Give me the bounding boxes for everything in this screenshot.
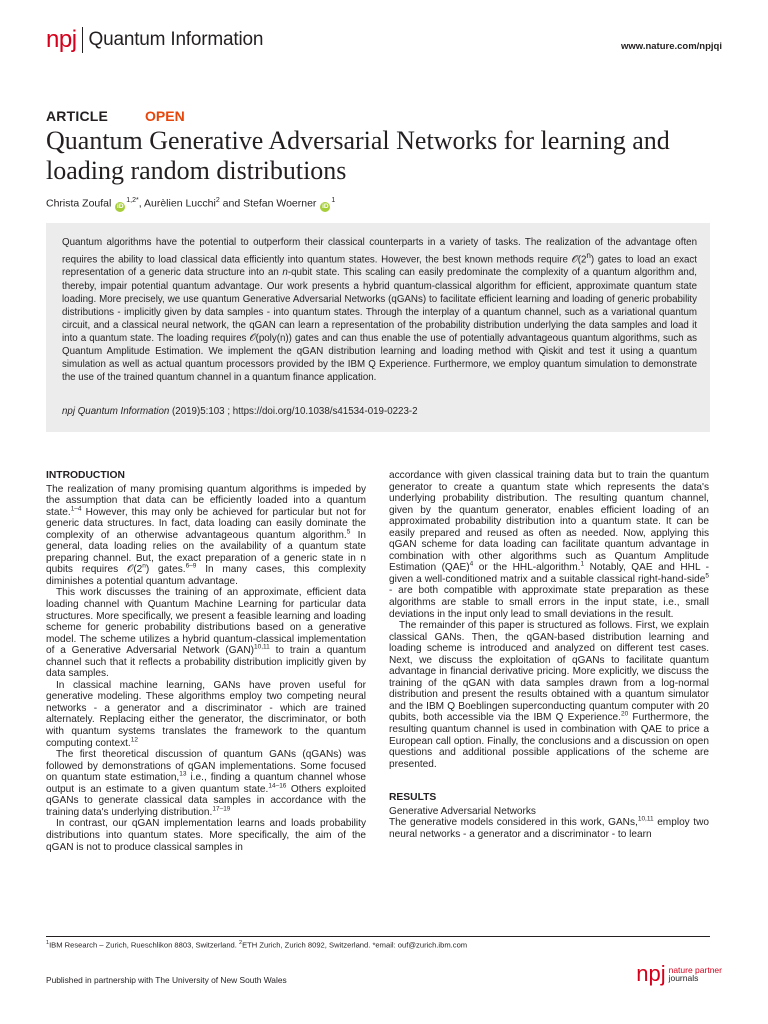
paragraph: accordance with given classical training data but to train the quantum generator to create a quantum state which represents the data's underlying probability distribution. The resulting quantum channel, given by the quantum generator, enables efficient loading of an approximated probability distribution into a quantum state. It can be easily prepared and reused as often as needed. Now, applying this qGAN scheme for data loading can facilitate quantum advantage in combination with other algorithms such as Quantum Amplitude Estimation (QAE)$^4$ or the HHL-algorithm.$^1$ Notably, QAE and HHL - given a well-conditioned matrix and a suitable classical right-hand-side$^5$ - are both compatible with approximate state preparation as these algorithms are stable to small errors in the input state, i.e., small deviations in the input only lead to small deviations in the result. bbox=[389, 470, 710, 620]
author-name[interactable]: and Stefan Woerner bbox=[219, 197, 317, 210]
npj-logo-mark: npj bbox=[46, 26, 77, 53]
affiliation-footnote: $^1$IBM Research – Zurich, Rueschlikon 8803, Switzerland. $^2$ETH Zurich, Zurich 8092, Switzerland. *email: ouf@zurich.ibm.com bbox=[46, 940, 468, 950]
reference-link[interactable]: 4 bbox=[469, 561, 474, 569]
reference-link[interactable]: 6–9 bbox=[185, 563, 197, 571]
citation-doi[interactable]: (2019)5:103 ; https://doi.org/10.1038/s41534-019-0223-2 bbox=[169, 406, 418, 417]
reference-link[interactable]: 10,11 bbox=[637, 815, 654, 823]
article-type-label: ARTICLE bbox=[46, 108, 109, 124]
paragraph: The first theoretical discussion of quantum GANs (qGANs) was followed by demonstrations of qGAN implementations. Some focused on quantum state estimation,$^{13}$ i.e., finding a quantum channel whose output is an estimate to a given quantum state.$^{14-16}$ Others exploited qGANs to generate classical data samples in accordance with the training data's underlying distribution.$^{17-19}$ bbox=[46, 749, 366, 818]
paragraph: The realization of many promising quantum algorithms is impeded by the assumption that data can be efficiently loaded into a quantum state.$^{1-4}$ However, this may only be achieved for particular but not for generic data structures. In fact, data loading can easily dominate the complexity of an otherwise advantageous quantum algorithm.$^5$ In general, data loading relies on the availability of a quantum state preparing channel. But, the exact preparation of a generic state in n qubits requires 𝒪(2$^n$) gates.$^{6-9}$ In many cases, this complexity diminishes a potential quantum advantage. bbox=[46, 483, 366, 587]
section-heading-results: RESULTS bbox=[389, 792, 437, 804]
paragraph: In contrast, our qGAN implementation learns and loads probability distributions into quantum states. More specifically, the aim of the qGAN is not to produce classical samples in bbox=[46, 818, 366, 853]
reference-link[interactable]: 14–16 bbox=[268, 782, 287, 790]
paragraph: The generative models considered in this work, GANs,$^{10,11}$ employ two neural networks - a generator and a discriminator - to learn bbox=[389, 815, 710, 840]
logo-wordmark: nature partner journals bbox=[668, 964, 722, 983]
paragraph: The remainder of this paper is structured as follows. First, we explain classical GANs. Then, the qGAN-based distribution learning and loading scheme is introduced and analyzed on different test cases. Next, we discuss the exploitation of qGANs to facilitate quantum advantage in financial derivative pricing. More explicitly, we discuss the training of the qGAN with data samples drawn from a log-normal distribution and present the results obtained with a quantum simulator and the IBM Q Boeblingen superconducting quantum computer with 20 qubits, both accessible via the IBM Q Experience.$^{20}$ Furthermore, the resulting quantum channel is used in combination with QAE to price a European call option. Finally, the conclusions and a discussion on open questions and additional possible applications of the scheme are presented. bbox=[389, 620, 709, 770]
reference-link[interactable]: 17–19 bbox=[212, 805, 231, 813]
author-name[interactable]: , Aurèlien Lucchi bbox=[138, 197, 216, 210]
body-column-right bbox=[389, 470, 709, 840]
npj-logo-mark: npj bbox=[636, 961, 666, 986]
paragraph: In classical machine learning, GANs have proven useful for generative modeling. These algorithms employ two competing neural networks - a generator and a discriminator - which are trained alternately. Replacing either the generator, the discriminator, or both with quantum systems translates the framework to the quantum computing context.$^{12}$ bbox=[46, 679, 366, 749]
orcid-icon[interactable]: iD bbox=[117, 202, 124, 210]
reference-link[interactable]: 12 bbox=[130, 736, 138, 744]
nature-partner-journals-logo[interactable] bbox=[636, 963, 722, 985]
reference-link[interactable]: 5 bbox=[346, 528, 351, 536]
author-list bbox=[46, 197, 335, 212]
header-divider bbox=[82, 27, 83, 53]
reference-link[interactable]: 1 bbox=[580, 561, 585, 569]
reference-link[interactable]: 10,11 bbox=[254, 643, 270, 651]
journal-url-link[interactable]: www.nature.com/npjqi bbox=[621, 41, 722, 52]
section-heading-introduction: INTRODUCTION bbox=[46, 470, 125, 481]
orcid-icon[interactable]: iD bbox=[322, 202, 329, 210]
reference-link[interactable]: 13 bbox=[179, 770, 187, 778]
open-access-label: OPEN bbox=[145, 108, 185, 124]
affiliation-marker: 1 bbox=[331, 197, 336, 204]
partnership-statement: Published in partnership with The University of New South Wales bbox=[46, 975, 287, 985]
reference-link[interactable]: 20 bbox=[620, 711, 629, 719]
journal-name: Quantum Information bbox=[88, 29, 264, 50]
reference-link[interactable]: 1–4 bbox=[70, 505, 82, 513]
journal-header-logo[interactable] bbox=[46, 27, 263, 53]
citation-line[interactable] bbox=[62, 406, 418, 417]
abstract-text: Quantum algorithms have the potential to outperform their classical counterparts in a variety of tasks. The realization of the advantage often requires the ability to load classical data efficiently into quantum states. However, the best known methods require 𝒪(2$^n$) gates to load an exact representation of a generic data structure into an n-qubit state. This scaling can easily predominate the complexity of a quantum algorithm and, thereby, impair potential quantum advantage. Our work presents a hybrid quantum-classical algorithm for efficient, approximate quantum state loading. More precisely, we use quantum Generative Adversarial Networks (qGANs) to facilitate efficient learning and loading of generic probability distributions - implicitly given by data samples - into quantum states. Through the interplay of a quantum channel, such as a variational quantum circuit, and a classical neural network, the qGAN can learn a representation of the probability distribution underlying the data samples and load it into a quantum state. The loading requires 𝒪(poly(n)) gates and can thus enable the use of potentially advantageous quantum algorithms, such as Quantum Amplitude Estimation. We implement the qGAN distribution learning and loading method with Qiskit and test it using a quantum simulation as well as actual quantum processors provided by the IBM Q Experience. Furthermore, we employ quantum simulation to demonstrate the use of the trained quantum channel in a quantum finance application. bbox=[62, 237, 698, 384]
affiliation-marker: 2 bbox=[215, 197, 220, 204]
paragraph: This work discusses the training of an approximate, efficient data loading channel with Quantum Machine Learning for particular data structures. More specifically, we present a feasible learning and loading scheme for generic probability distributions based on a generative model. The scheme utilizes a hybrid quantum-classical implementation of a Generative Adversarial Network (GAN)$^{10,11}$ to train a quantum channel such that it reflects a probability distribution implicitly given by data samples. bbox=[46, 587, 366, 680]
subsection-heading: Generative Adversarial Networks bbox=[389, 805, 536, 817]
reference-link[interactable]: 5 bbox=[705, 572, 709, 580]
author-name[interactable]: Christa Zoufal bbox=[46, 197, 112, 210]
footnote-divider bbox=[46, 936, 710, 937]
affiliation-marker: 1,2* bbox=[126, 197, 139, 204]
article-title: Quantum Generative Adversarial Networks for learning and loading random distributions bbox=[46, 126, 670, 185]
body-column-left bbox=[46, 470, 366, 853]
citation-journal: npj Quantum Information bbox=[62, 406, 170, 417]
